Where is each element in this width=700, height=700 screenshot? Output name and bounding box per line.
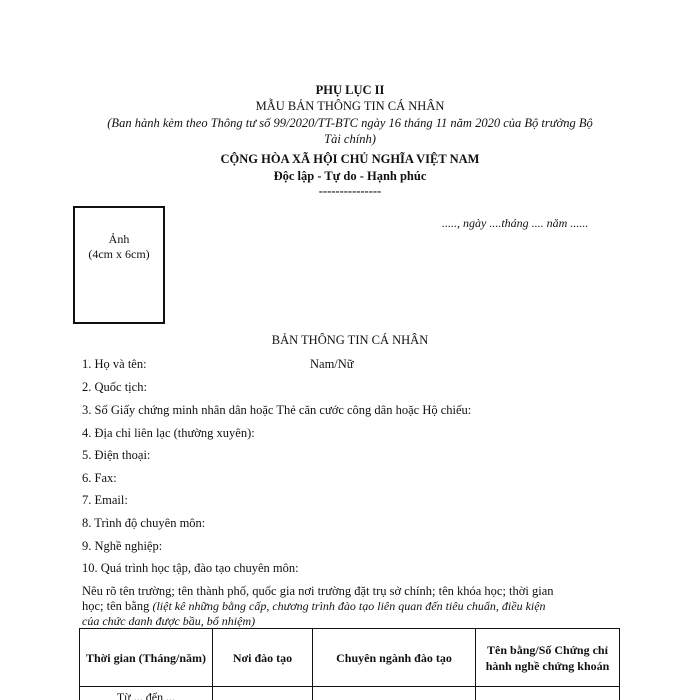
header-cell-degree: Tên bằng/Số Chứng chỉ hành nghề chứng khoán: [476, 629, 620, 687]
motto: Độc lập - Tự do - Hạnh phúc: [273, 169, 427, 183]
header-cell-place: Nơi đào tạo: [213, 629, 313, 687]
field-nationality: 2. Quốc tịch:: [82, 380, 147, 394]
field-occupation: 9. Nghề nghiệp:: [82, 539, 163, 553]
field-phone: 5. Điện thoại:: [82, 448, 151, 462]
table-row: [80, 687, 620, 700]
field-gender: Nam/Nữ: [310, 357, 354, 371]
date-line: ....., ngày ....tháng .... năm ......: [442, 216, 589, 230]
instruction-paragraph: [82, 584, 622, 629]
field-full-name: 1. Họ và tên:: [82, 357, 147, 371]
form-title: MẪU BẢN THÔNG TIN CÁ NHÂN: [255, 99, 445, 113]
instruction-line1: Nêu rõ tên trường; tên thành phố, quốc gia nơi trường đặt trụ sở chính; tên khóa học; thời gian: [82, 584, 554, 598]
education-table: [79, 628, 620, 700]
photo-placeholder: [73, 206, 165, 324]
field-fax: 6. Fax:: [82, 471, 117, 485]
photo-size: (4cm x 6cm): [88, 247, 150, 261]
header-cell-time: Thời gian (Tháng/năm): [80, 629, 213, 687]
issued-note-line2: Tài chính): [324, 132, 376, 146]
issued-note-line1: (Ban hành kèm theo Thông tư số 99/2020/TT-BTC ngày 16 tháng 11 năm 2020 của Bộ trưởng Bộ: [107, 116, 593, 130]
field-id-number: 3. Số Giấy chứng minh nhân dân hoặc Thẻ căn cước công dân hoặc Hộ chiếu:: [82, 403, 472, 417]
appendix-heading: PHỤ LỤC II: [315, 83, 385, 97]
instruction-line3: của chức danh được bầu, bổ nhiệm): [82, 614, 256, 628]
header-divider: ---------------: [318, 184, 382, 198]
table-cell-major[interactable]: [313, 687, 476, 700]
table-cell-time[interactable]: Từ ... đến ...: [80, 687, 213, 700]
table-cell-degree[interactable]: [476, 687, 620, 700]
field-email: 7. Email:: [82, 493, 128, 507]
photo-label: Ảnh: [108, 232, 130, 246]
document-title: BẢN THÔNG TIN CÁ NHÂN: [271, 333, 429, 347]
field-education-history: 10. Quá trình học tập, đào tạo chuyên môn:: [82, 561, 299, 575]
table-header-row: [80, 629, 620, 687]
table-cell-place[interactable]: [213, 687, 313, 700]
header-cell-major: Chuyên ngành đào tạo: [313, 629, 476, 687]
nation-heading: CỘNG HÒA XÃ HỘI CHỦ NGHĨA VIỆT NAM: [220, 152, 480, 166]
field-qualification: 8. Trình độ chuyên môn:: [82, 516, 206, 530]
instruction-line2: [82, 599, 622, 614]
instruction-line2-italic: (liệt kê những bằng cấp, chương trình đào tạo liên quan đến tiêu chuẩn, điều kiện: [152, 599, 546, 613]
field-address: 4. Địa chỉ liên lạc (thường xuyên):: [82, 426, 255, 440]
instruction-line2-plain: học; tên bằng: [82, 599, 153, 613]
